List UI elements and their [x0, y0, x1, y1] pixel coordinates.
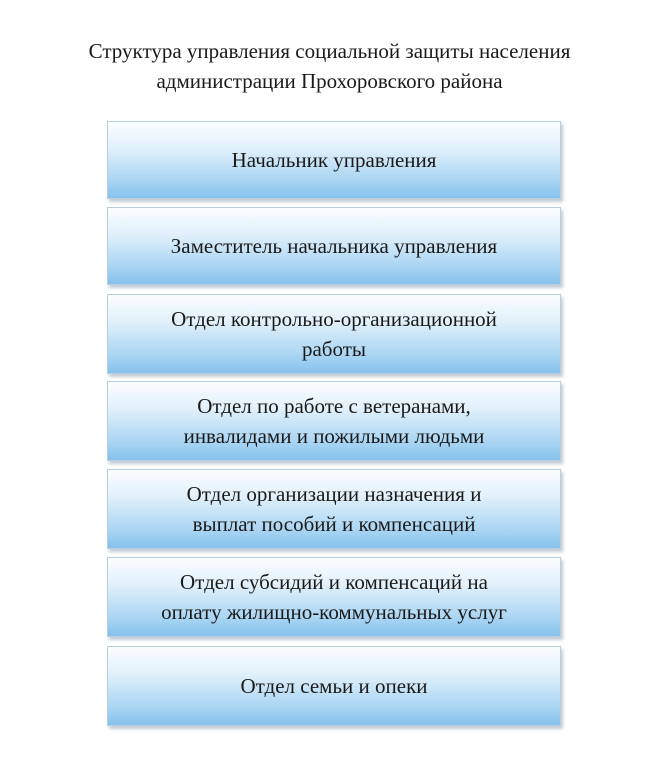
- title-line-2: администрации Прохоровского района: [156, 69, 503, 93]
- box-family-guardianship-dept: [107, 646, 561, 726]
- box-text-line-2: оплату жилищно-коммунальных услуг: [161, 600, 507, 624]
- box-text-line-1: Отдел субсидий и компенсаций на: [180, 570, 488, 594]
- box-benefits-dept: [107, 469, 561, 549]
- box-deputy-head: [107, 207, 561, 285]
- box-text-line-1: Отдел контрольно-организационной: [171, 307, 497, 331]
- box-text-line-1: Отдел по работе с ветеранами,: [197, 394, 471, 418]
- box-text: Заместитель начальника управления: [170, 234, 498, 258]
- box-text-line-2: инвалидами и пожилыми людьми: [183, 424, 485, 448]
- box-text-line-1: Отдел организации назначения и: [186, 482, 482, 506]
- box-text-line-2: выплат пособий и компенсаций: [192, 512, 476, 536]
- diagram-title: [0, 36, 659, 96]
- box-text-line-2: работы: [301, 337, 366, 361]
- box-text: Начальник управления: [231, 148, 437, 172]
- box-veterans-dept: [107, 381, 561, 461]
- box-control-organizational-dept: [107, 294, 561, 374]
- box-subsidies-dept: [107, 557, 561, 637]
- box-head-of-department: [107, 121, 561, 199]
- box-text: Отдел семьи и опеки: [240, 674, 428, 698]
- title-line-1: Структура управления социальной защиты населения: [88, 39, 571, 63]
